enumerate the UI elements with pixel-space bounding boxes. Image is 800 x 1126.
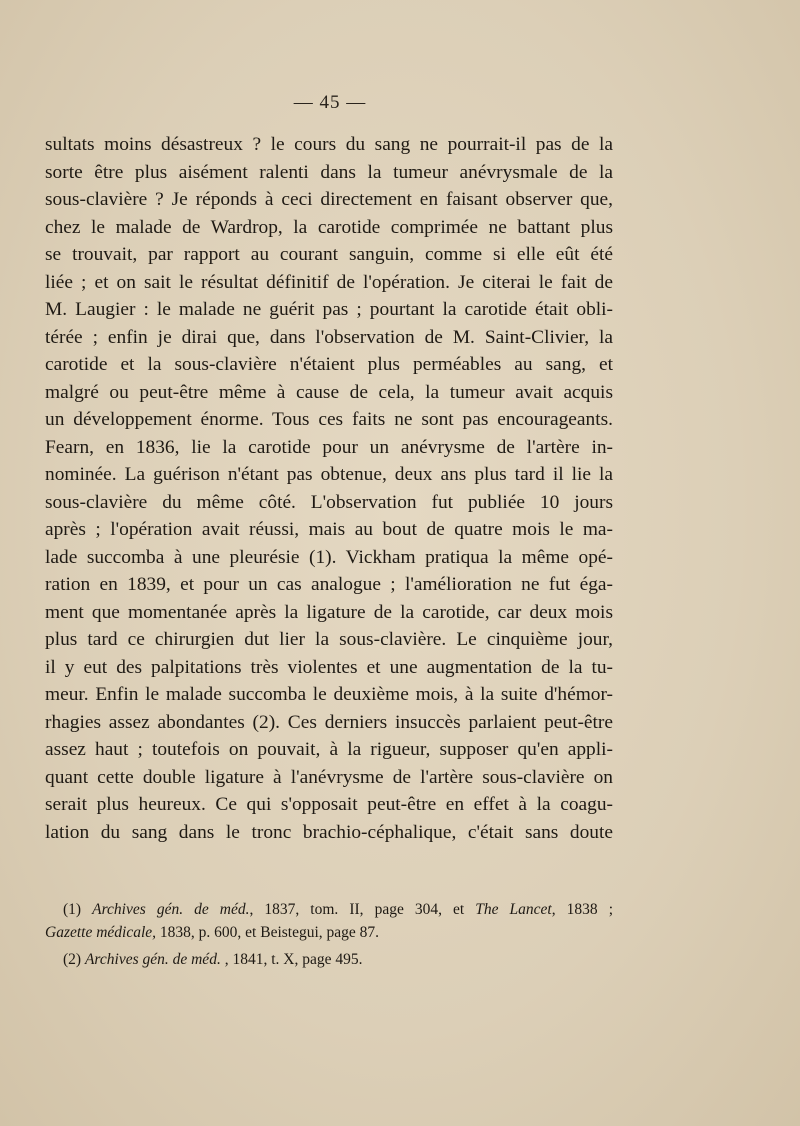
body-line: meur. Enfin le malade succomba le deuxième mois, à la suite d'hémor- bbox=[45, 684, 613, 705]
footnote-1-marker: (1) bbox=[63, 901, 82, 918]
footnote-1-continued bbox=[45, 921, 613, 944]
body-line: ment que momentanée après la ligature de la carotide, car deux mois bbox=[45, 601, 613, 623]
footnote-2-text: , 1841, t. X, page 495. bbox=[220, 951, 363, 968]
footnote-1 bbox=[45, 898, 613, 921]
footnote-1-cont-journal: Gazette médicale, bbox=[45, 924, 157, 941]
body-line: il y eut des palpitations très violentes et une augmentation de la tu- bbox=[45, 656, 613, 678]
body-line: carotide et la sous-clavière n'étaient plus perméables au sang, et bbox=[45, 354, 613, 375]
body-line: sous-clavière du même côté. L'observation fut publiée 10 jours bbox=[45, 491, 613, 513]
body-line: malgré ou peut-être même à cause de cela, la tumeur avait acquis bbox=[45, 381, 613, 403]
body-line: M. Laugier : le malade ne guérit pas ; pourtant la carotide était obli- bbox=[45, 299, 613, 320]
footnote-1-text: , 1837, tom. II, page 304, et bbox=[249, 901, 476, 918]
body-line: sous-clavière ? Je réponds à ceci directement en faisant observer que, bbox=[45, 189, 613, 210]
body-line: liée ; et on sait le résultat définitif de l'opération. Je citerai le fait de bbox=[45, 271, 613, 293]
footnotes bbox=[45, 898, 613, 971]
body-line: chez le malade de Wardrop, la carotide comprimée ne battant plus bbox=[45, 216, 613, 238]
footnote-2 bbox=[45, 948, 613, 971]
body-line: sultats moins désastreux ? le cours du sang ne pourrait-il pas de la bbox=[45, 134, 613, 155]
body-line: lade succomba à une pleurésie (1). Vickham pratiqua la même opé- bbox=[45, 546, 613, 568]
body-line: ration en 1839, et pour un cas analogue ; l'amélioration ne fut éga- bbox=[45, 574, 613, 595]
footnote-1-cont-text: 1838, p. 600, et Beistegui, page 87. bbox=[156, 924, 380, 941]
body-line: plus tard ce chirurgien dut lier la sous-clavière. Le cinquième jour, bbox=[45, 629, 613, 650]
footnote-1-text-2: , 1838 ; bbox=[551, 901, 614, 918]
body-line: assez haut ; toutefois on pouvait, à la rigueur, supposer qu'en appli- bbox=[45, 739, 613, 760]
body-line: Fearn, en 1836, lie la carotide pour un anévrysme de l'artère in- bbox=[45, 436, 613, 458]
body-line: lation du sang dans le tronc brachio-céphalique, c'était sans doute bbox=[45, 821, 613, 843]
page-number: — 45 — bbox=[293, 92, 367, 113]
body-line: térée ; enfin je dirai que, dans l'observation de M. Saint-Clivier, la bbox=[45, 326, 613, 348]
body-line: un développement énorme. Tous ces faits ne sont pas encourageants. bbox=[45, 409, 613, 430]
footnote-1-journal-2: The Lancet bbox=[475, 901, 552, 918]
body-line: serait plus heureux. Ce qui s'opposait peut-être en effet à la coagu- bbox=[45, 794, 613, 815]
body-line: sorte être plus aisément ralenti dans la tumeur anévrysmale de la bbox=[45, 161, 613, 183]
body-line: après ; l'opération avait réussi, mais au bout de quatre mois le ma- bbox=[45, 519, 613, 540]
body-line: se trouvait, par rapport au courant sanguin, comme si elle eût été bbox=[45, 244, 613, 265]
body-line: nominée. La guérison n'étant pas obtenue, deux ans plus tard il lie la bbox=[45, 464, 613, 485]
footnote-2-journal: Archives gén. de méd. bbox=[84, 951, 221, 968]
body-line: rhagies assez abondantes (2). Ces derniers insuccès parlaient peut-être bbox=[45, 711, 613, 733]
footnote-2-marker: (2) bbox=[63, 951, 82, 968]
body-text bbox=[45, 131, 613, 846]
body-line: quant cette double ligature à l'anévrysme de l'artère sous-clavière on bbox=[45, 766, 613, 788]
footnote-1-journal: Archives gén. de méd. bbox=[92, 901, 250, 918]
